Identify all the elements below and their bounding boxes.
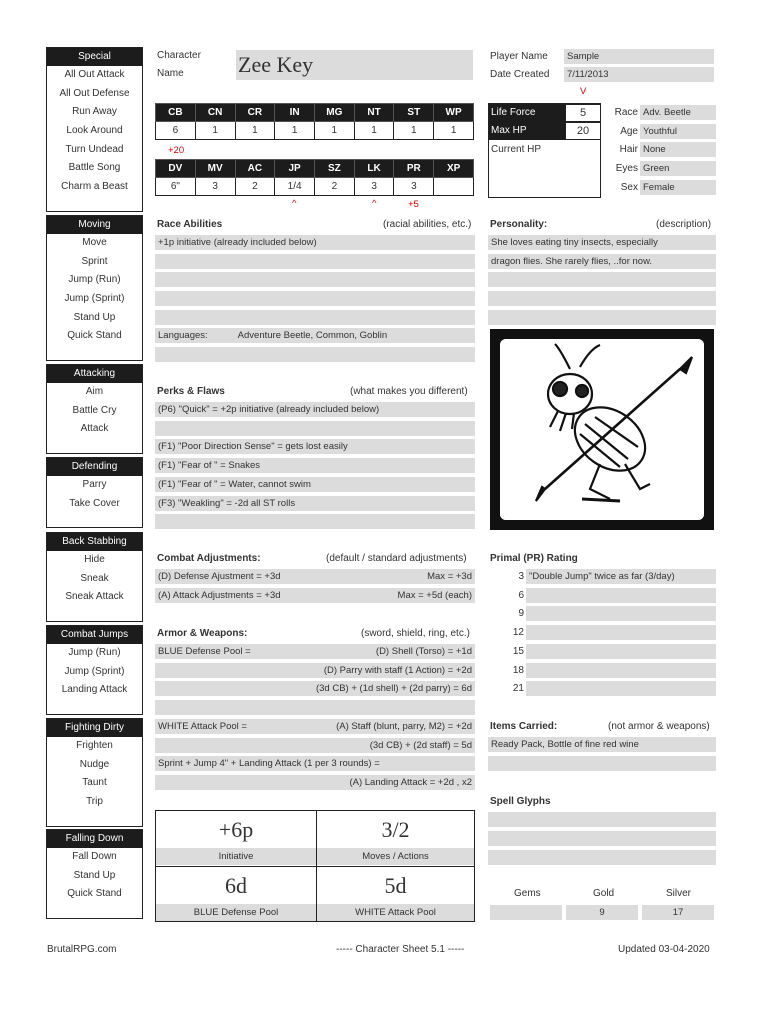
items-carried-title: Items Carried: — [490, 721, 558, 732]
trait-label: Sex — [620, 181, 638, 193]
items-carried-hint: (not armor & weapons) — [608, 721, 710, 732]
trait-label: Age — [620, 125, 638, 137]
stat-value[interactable]: 1 — [394, 122, 434, 140]
item-line[interactable]: Ready Pack, Bottle of fine red wine — [488, 737, 716, 752]
sidebar-header: Moving — [47, 216, 142, 234]
armor-weapon-row-right: (A) Landing Attack = +2d , x2 — [349, 776, 472, 788]
trait-field[interactable]: None — [640, 142, 716, 157]
pools-box — [155, 810, 475, 922]
sidebar-group-special — [46, 47, 143, 212]
armor-weapon-row[interactable] — [155, 681, 475, 696]
race-abilities-hint: (racial abilities, etc.) — [383, 219, 472, 230]
cb-bonus-note: +20 — [168, 145, 185, 156]
armor-weapon-row[interactable] — [155, 719, 475, 734]
gems-field[interactable] — [490, 905, 562, 920]
primal-level: 6 — [518, 589, 524, 601]
primal-ability-field[interactable]: "Double Jump" twice as far (3/day) — [526, 569, 716, 584]
stat-header: MG — [314, 104, 354, 122]
stat-header: LK — [354, 160, 394, 178]
combat-adjustment-row[interactable] — [155, 569, 475, 584]
trait-field[interactable]: Youthful — [640, 124, 716, 139]
sidebar-spacer — [47, 812, 142, 826]
perk-flaw-line[interactable] — [155, 421, 475, 436]
white-attack-label: WHITE Attack Pool — [317, 904, 474, 921]
primal-level: 15 — [512, 645, 524, 657]
sidebar-item[interactable]: Attack — [80, 423, 109, 435]
character-portrait — [490, 329, 714, 530]
sidebar-item[interactable]: Jump (Run) — [68, 647, 121, 658]
armor-weapon-row[interactable] — [155, 738, 475, 753]
stat-value[interactable]: 1 — [354, 122, 394, 140]
armor-weapon-row[interactable] — [155, 756, 475, 771]
armor-weapon-row[interactable] — [155, 663, 475, 678]
current-hp-label: Current HP — [491, 144, 542, 155]
sidebar-spacer — [47, 904, 142, 918]
sidebar-item[interactable]: Take Cover — [69, 497, 120, 509]
sidebar-item[interactable]: Jump (Sprint) — [64, 665, 125, 677]
pr-bonus-note: +5 — [408, 199, 419, 210]
sidebar-group-combat-jumps — [46, 625, 143, 715]
sidebar-header: Defending — [47, 458, 142, 476]
spell-glyphs-title: Spell Glyphs — [490, 796, 551, 807]
blue-defense-value: 6d — [225, 873, 247, 898]
sidebar-item[interactable]: Sprint — [81, 255, 108, 267]
stat-header: SZ — [315, 160, 355, 178]
stats-grid-bottom — [155, 159, 474, 196]
sidebar-spacer — [47, 346, 142, 360]
stat-header: AC — [235, 160, 275, 178]
life-force-label: Life Force — [489, 104, 565, 122]
sidebar-item[interactable]: Look Around — [66, 125, 123, 137]
stat-value[interactable]: 1 — [434, 122, 474, 140]
personality-title: Personality: — [490, 219, 548, 230]
gems-label: Gems — [514, 888, 541, 899]
max-hp-label: Max HP — [489, 122, 565, 140]
blue-defense-label: BLUE Defense Pool — [156, 904, 316, 921]
combat-adjustment-row-right: Max = +3d — [427, 571, 472, 582]
stat-header: XP — [434, 160, 474, 178]
stat-value[interactable]: 1 — [195, 122, 235, 140]
race-ability-line[interactable]: +1p initiative (already included below) — [155, 235, 475, 250]
personality-line[interactable] — [488, 272, 716, 287]
armor-weapons-hint: (sword, shield, ring, etc.) — [361, 628, 470, 639]
combat-adjustment-row-left: (D) Defense Ajustment = +3d — [158, 571, 281, 582]
white-attack-value: 5d — [384, 873, 407, 898]
sidebar-item[interactable]: All Out Defense — [59, 87, 130, 99]
sidebar-item[interactable]: Run Away — [72, 106, 117, 118]
spell-line[interactable] — [488, 850, 716, 865]
footer-version: ----- Character Sheet 5.1 ----- — [336, 944, 465, 955]
stat-value[interactable]: 3 — [394, 178, 434, 196]
stat-header: CR — [235, 104, 275, 122]
stat-value[interactable]: 6" — [156, 178, 196, 196]
character-name-field[interactable]: Zee Key — [236, 50, 473, 80]
primal-ability-field[interactable] — [526, 663, 716, 678]
stat-value[interactable]: 2 — [315, 178, 355, 196]
armor-weapon-row-left: BLUE Defense Pool = — [158, 646, 251, 657]
primal-level: 9 — [518, 608, 524, 620]
race-ability-line[interactable] — [155, 272, 475, 287]
date-created-field[interactable]: 7/11/2013 — [564, 67, 714, 82]
sidebar-item[interactable]: Charm a Beast — [61, 181, 128, 193]
sidebar-item[interactable]: Sneak — [80, 572, 109, 584]
stat-value[interactable]: 1/4 — [275, 178, 315, 196]
sidebar-item[interactable]: Quick Stand — [67, 330, 122, 342]
primal-level: 12 — [512, 627, 524, 639]
stat-value[interactable]: 3 — [354, 178, 394, 196]
sidebar-item[interactable]: Move — [82, 237, 107, 248]
perk-flaw-line[interactable]: (F3) "Weakling" = -2d all ST rolls — [155, 496, 475, 511]
sidebar-item[interactable]: Fall Down — [72, 851, 117, 862]
moves-actions-value: 3/2 — [381, 817, 410, 842]
hp-box — [488, 103, 601, 198]
stat-header: NT — [354, 104, 394, 122]
stat-value[interactable]: 1 — [275, 122, 315, 140]
lk-marker: ^ — [372, 198, 377, 209]
sidebar-header: Combat Jumps — [47, 626, 142, 644]
gold-label: Gold — [593, 888, 615, 899]
jp-marker: ^ — [292, 198, 297, 209]
primal-rating-title: Primal (PR) Rating — [490, 553, 578, 564]
gold-field[interactable]: 9 — [566, 905, 638, 920]
perk-flaw-line[interactable] — [155, 514, 475, 529]
sidebar-item[interactable]: Frighten — [76, 740, 113, 751]
player-name-label: Player Name — [490, 51, 548, 62]
primal-ability-field[interactable] — [526, 606, 716, 621]
personality-line[interactable]: She loves eating tiny insects, especially — [488, 235, 716, 250]
footer-updated: Updated 03-04-2020 — [618, 944, 710, 955]
sidebar-header: Attacking — [47, 365, 142, 383]
stat-header: IN — [275, 104, 315, 122]
personality-line[interactable] — [488, 310, 716, 325]
spell-line[interactable] — [488, 812, 716, 827]
stat-value[interactable] — [434, 178, 474, 196]
languages-field[interactable] — [155, 328, 475, 343]
stat-value[interactable]: 2 — [235, 178, 275, 196]
perks-flaws-hint: (what makes you different) — [350, 386, 468, 397]
personality-line[interactable] — [488, 291, 716, 306]
sidebar-item[interactable]: Trip — [86, 796, 103, 808]
moves-actions-label: Moves / Actions — [317, 848, 474, 865]
armor-weapon-row-right: (A) Staff (blunt, parry, M2) = +2d — [336, 720, 472, 732]
sidebar-item[interactable]: Sneak Attack — [65, 591, 124, 603]
sidebar-spacer — [47, 439, 142, 453]
perk-flaw-line[interactable]: (P6) "Quick" = +2p initiative (already included below) — [155, 402, 475, 417]
sidebar-group-defending — [46, 457, 143, 528]
sidebar-header: Special — [47, 48, 142, 66]
combat-adjustments-title: Combat Adjustments: — [157, 553, 261, 564]
stat-value[interactable]: 6 — [156, 122, 196, 140]
trait-label: Race — [614, 107, 638, 118]
stat-value[interactable]: 3 — [195, 178, 235, 196]
trait-label: Eyes — [615, 163, 638, 175]
primal-ability-field[interactable] — [526, 644, 716, 659]
armor-weapons-title: Armor & Weapons: — [157, 628, 248, 639]
race-abilities-title: Race Abilities — [157, 219, 223, 230]
armor-weapon-row-left: Sprint + Jump 4" + Landing Attack (1 per 3 rounds) = — [158, 758, 380, 770]
stat-header: ST — [394, 104, 434, 122]
sidebar-item[interactable]: Landing Attack — [61, 684, 128, 696]
stat-header: MV — [195, 160, 235, 178]
primal-ability-field[interactable] — [526, 681, 716, 696]
armor-weapon-row-right: (3d CB) + (2d staff) = 5d — [369, 739, 472, 751]
sidebar-item[interactable]: Hide — [84, 554, 105, 565]
personality-line[interactable]: dragon flies. She rarely flies, ..for now. — [488, 254, 716, 269]
max-hp-value[interactable]: 20 — [565, 122, 601, 140]
combat-adjustment-row-right: Max = +5d (each) — [397, 589, 472, 601]
sidebar-header: Falling Down — [47, 830, 142, 848]
combat-adjustments-hint: (default / standard adjustments) — [326, 553, 467, 564]
armor-weapon-row[interactable] — [155, 700, 475, 715]
armor-weapon-row-left: WHITE Attack Pool = — [158, 720, 247, 732]
race-ability-line[interactable] — [155, 291, 475, 306]
initiative-label: Initiative — [156, 848, 316, 865]
player-name-field[interactable]: Sample — [564, 49, 714, 64]
sidebar-group-moving — [46, 215, 143, 361]
trait-field[interactable]: Adv. Beetle — [640, 105, 716, 120]
languages-label: Languages: — [158, 330, 208, 341]
perk-flaw-line[interactable]: (F1) "Poor Direction Sense" = gets lost easily — [155, 439, 475, 454]
stat-header: CB — [156, 104, 196, 122]
stat-header: WP — [434, 104, 474, 122]
stats-grid-top — [155, 103, 474, 140]
sidebar-group-falling-down — [46, 829, 143, 919]
spell-line[interactable] — [488, 831, 716, 846]
item-line[interactable] — [488, 756, 716, 771]
combat-adjustment-row[interactable] — [155, 588, 475, 603]
trait-field[interactable]: Green — [640, 161, 716, 176]
life-force-value[interactable]: 5 — [565, 104, 601, 122]
sidebar-item[interactable]: Nudge — [79, 758, 110, 770]
race-ability-line[interactable] — [155, 254, 475, 269]
silver-field[interactable]: 17 — [642, 905, 714, 920]
sidebar-spacer — [47, 607, 142, 621]
armor-weapon-row[interactable] — [155, 775, 475, 790]
sidebar-spacer — [47, 513, 142, 527]
date-created-label: Date Created — [490, 69, 550, 80]
sidebar-item[interactable]: Stand Up — [73, 311, 116, 323]
sidebar-item[interactable]: Parry — [82, 479, 107, 490]
sidebar-item[interactable]: Aim — [85, 386, 104, 397]
trait-field[interactable]: Female — [640, 180, 716, 195]
primal-level: 3 — [518, 571, 524, 582]
sidebar-item[interactable]: Quick Stand — [67, 888, 122, 900]
beetle-warrior-icon — [500, 339, 704, 520]
stat-header: DV — [156, 160, 196, 178]
sidebar-group-fighting-dirty — [46, 718, 143, 827]
trait-label: Hair — [619, 144, 638, 156]
silver-label: Silver — [666, 888, 692, 899]
primal-level: 18 — [512, 664, 524, 676]
date-marker: V — [580, 86, 587, 97]
primal-ability-field[interactable] — [526, 625, 716, 640]
sidebar-spacer — [47, 700, 142, 714]
character-label: Character — [157, 50, 201, 61]
sidebar-item[interactable]: Turn Undead — [65, 143, 124, 155]
sidebar-item[interactable]: Stand Up — [73, 869, 116, 881]
stat-header: JP — [275, 160, 315, 178]
sidebar-item[interactable]: Battle Cry — [72, 404, 117, 416]
sidebar-item[interactable]: Taunt — [82, 777, 107, 789]
perks-flaws-title: Perks & Flaws — [157, 386, 225, 397]
armor-weapon-row-right: (3d CB) + (1d shell) + (2d parry) = 6d — [315, 683, 472, 695]
sidebar-group-back-stabbing — [46, 532, 143, 622]
footer-site: BrutalRPG.com — [47, 944, 117, 955]
sidebar-item[interactable]: Jump (Sprint) — [64, 293, 125, 305]
languages-extra-line[interactable] — [155, 347, 475, 362]
personality-hint: (description) — [656, 219, 712, 230]
combat-adjustment-row-left: (A) Attack Adjustments = +3d — [158, 589, 281, 601]
sidebar-item[interactable]: Jump (Run) — [68, 274, 121, 286]
sidebar-spacer — [47, 197, 142, 211]
stat-header: CN — [195, 104, 235, 122]
name-label: Name — [157, 68, 184, 79]
primal-ability-field[interactable] — [526, 588, 716, 603]
sidebar-group-attacking — [46, 364, 143, 454]
sidebar-header: Fighting Dirty — [47, 719, 142, 737]
sidebar-item[interactable]: All Out Attack — [64, 69, 125, 80]
armor-weapon-row-right: (D) Parry with staff (1 Action) = +2d — [323, 664, 472, 676]
languages-value: Adventure Beetle, Common, Goblin — [237, 330, 388, 341]
armor-weapon-row-right: (D) Shell (Torso) = +1d — [375, 646, 472, 657]
initiative-value: +6p — [218, 817, 254, 842]
stat-value[interactable]: 1 — [314, 122, 354, 140]
stat-value[interactable]: 1 — [235, 122, 275, 140]
armor-weapon-row[interactable] — [155, 644, 475, 659]
race-ability-line[interactable] — [155, 310, 475, 325]
primal-level: 21 — [512, 683, 524, 695]
sidebar-item[interactable]: Battle Song — [68, 162, 121, 174]
sidebar-header: Back Stabbing — [47, 533, 142, 551]
perk-flaw-line[interactable]: (F1) "Fear of " = Water, cannot swim — [155, 477, 475, 492]
perk-flaw-line[interactable]: (F1) "Fear of " = Snakes — [155, 458, 475, 473]
stat-header: PR — [394, 160, 434, 178]
